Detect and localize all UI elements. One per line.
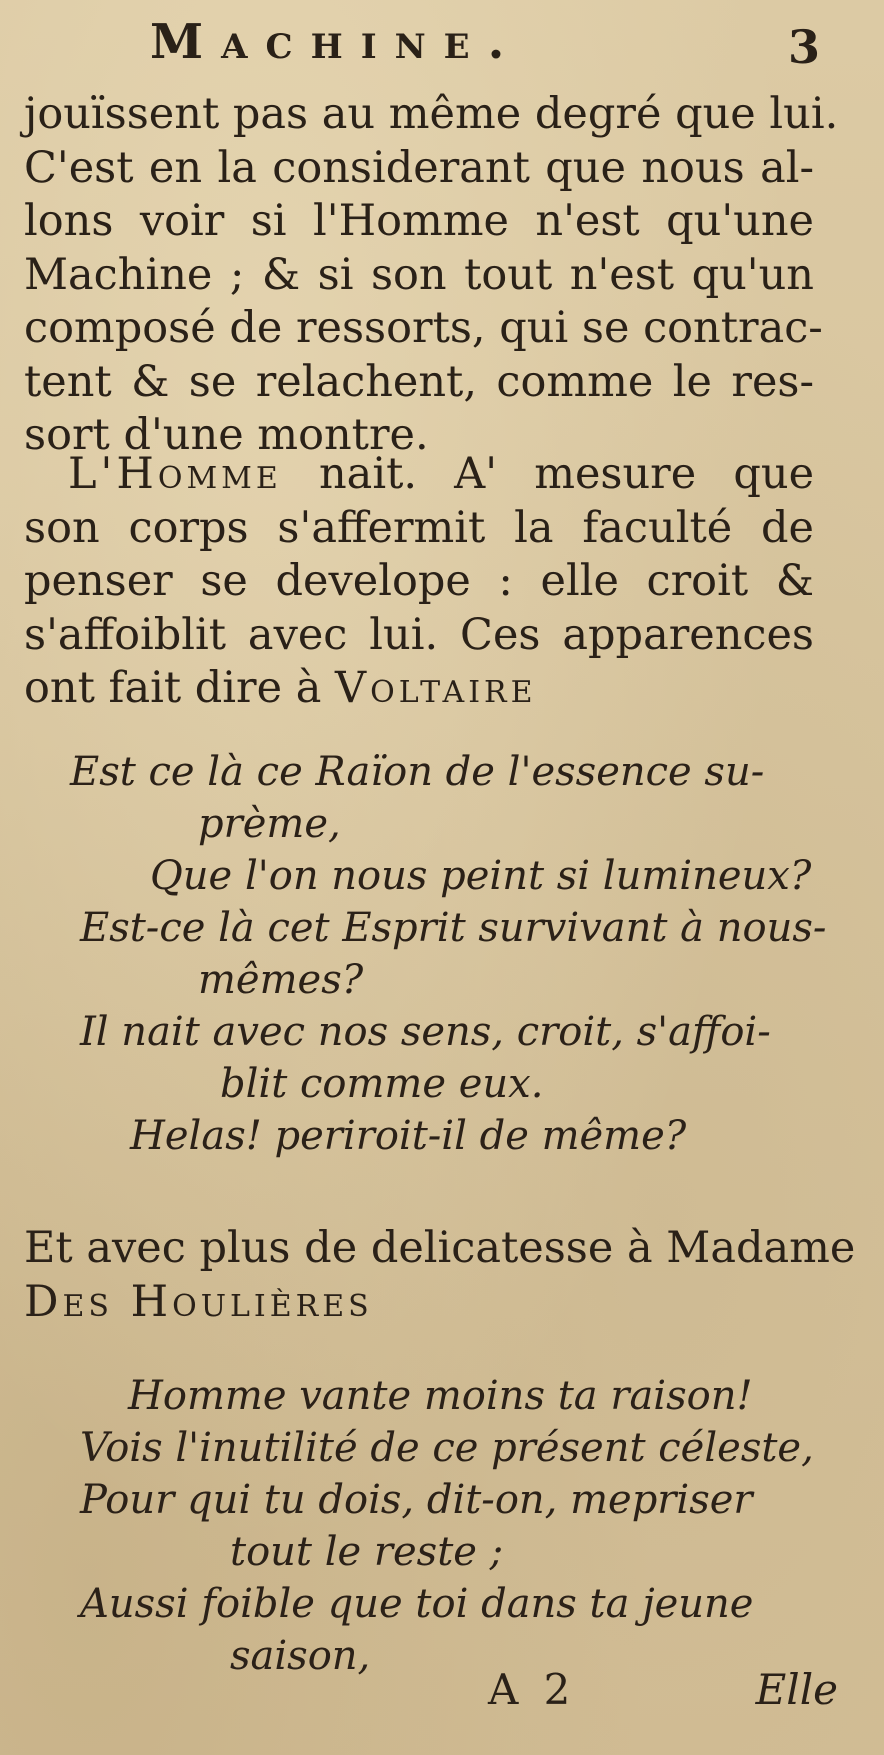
- page-number: 3: [787, 20, 820, 74]
- text-line: [24, 662, 814, 716]
- verse-line: Vois l'inutilité de ce présent céleste,: [80, 1425, 814, 1471]
- verse-line: saison,: [230, 1633, 371, 1679]
- paragraph-1: [24, 88, 839, 463]
- text-line: Machine ; & si son tout n'est qu'un: [24, 249, 814, 300]
- text-fragment: nait. A' mesure que: [318, 449, 815, 499]
- verse-line: Il nait avec nos sens, croit, s'affoi-: [80, 1009, 771, 1055]
- text-line: son corps s'affermit la faculté de: [24, 502, 814, 553]
- paragraph-3: [24, 1222, 856, 1329]
- text-line: tent & se relachent, comme le res-: [24, 356, 814, 407]
- paragraph-2: [24, 448, 814, 716]
- verse-line: Homme vante moins ta raison!: [128, 1373, 753, 1419]
- text-line: [24, 1276, 814, 1330]
- text-fragment: ont fait dire à: [24, 663, 322, 713]
- verse-line: Helas! periroit-il de même?: [130, 1113, 687, 1159]
- verse-line: Est-ce là cet Esprit survivant à nous-: [80, 905, 827, 951]
- text-line: lons voir si l'Homme n'est qu'une: [24, 196, 814, 246]
- page-footer: [0, 1665, 884, 1725]
- verse-line: blit comme eux.: [220, 1061, 544, 1107]
- catchword: Elle: [755, 1665, 838, 1714]
- text-line: sort d'une montre.: [24, 410, 429, 460]
- verse-line: Aussi foible que toi dans ta jeune: [80, 1581, 754, 1627]
- verse-2: [80, 1370, 814, 1682]
- text-line: C'est en la considerant que nous al-: [24, 142, 814, 193]
- author-des-houlieres: Des Houlières: [24, 1276, 373, 1327]
- verse-line: mêmes?: [198, 957, 364, 1003]
- text-line: penser se develope : elle croit &: [24, 556, 814, 606]
- author-voltaire: Voltaire: [335, 663, 537, 713]
- text-line: Et avec plus de delicatesse à Madame: [24, 1223, 856, 1273]
- verse-line: Pour qui tu dois, dit-on, mepriser: [80, 1477, 753, 1523]
- running-title: Machine.: [150, 14, 523, 70]
- signature-mark: A 2: [488, 1665, 577, 1714]
- text-line: jouïssent pas au même degré que lui.: [24, 89, 839, 139]
- verse-line: Que l'on nous peint si lumineux?: [150, 853, 812, 899]
- text-line: composé de ressorts, qui se contrac-: [24, 303, 823, 353]
- verse-line: prème,: [198, 801, 341, 847]
- verse-1: [70, 746, 826, 1162]
- verse-line: Est ce là ce Raïon de l'essence su-: [70, 749, 765, 795]
- page-header: [150, 14, 820, 84]
- verse-line: tout le reste ;: [230, 1529, 504, 1575]
- homme-smallcaps: L'Homme: [68, 449, 282, 499]
- text-line: s'affoiblit avec lui. Ces apparences: [24, 609, 814, 660]
- text-line: [24, 448, 814, 502]
